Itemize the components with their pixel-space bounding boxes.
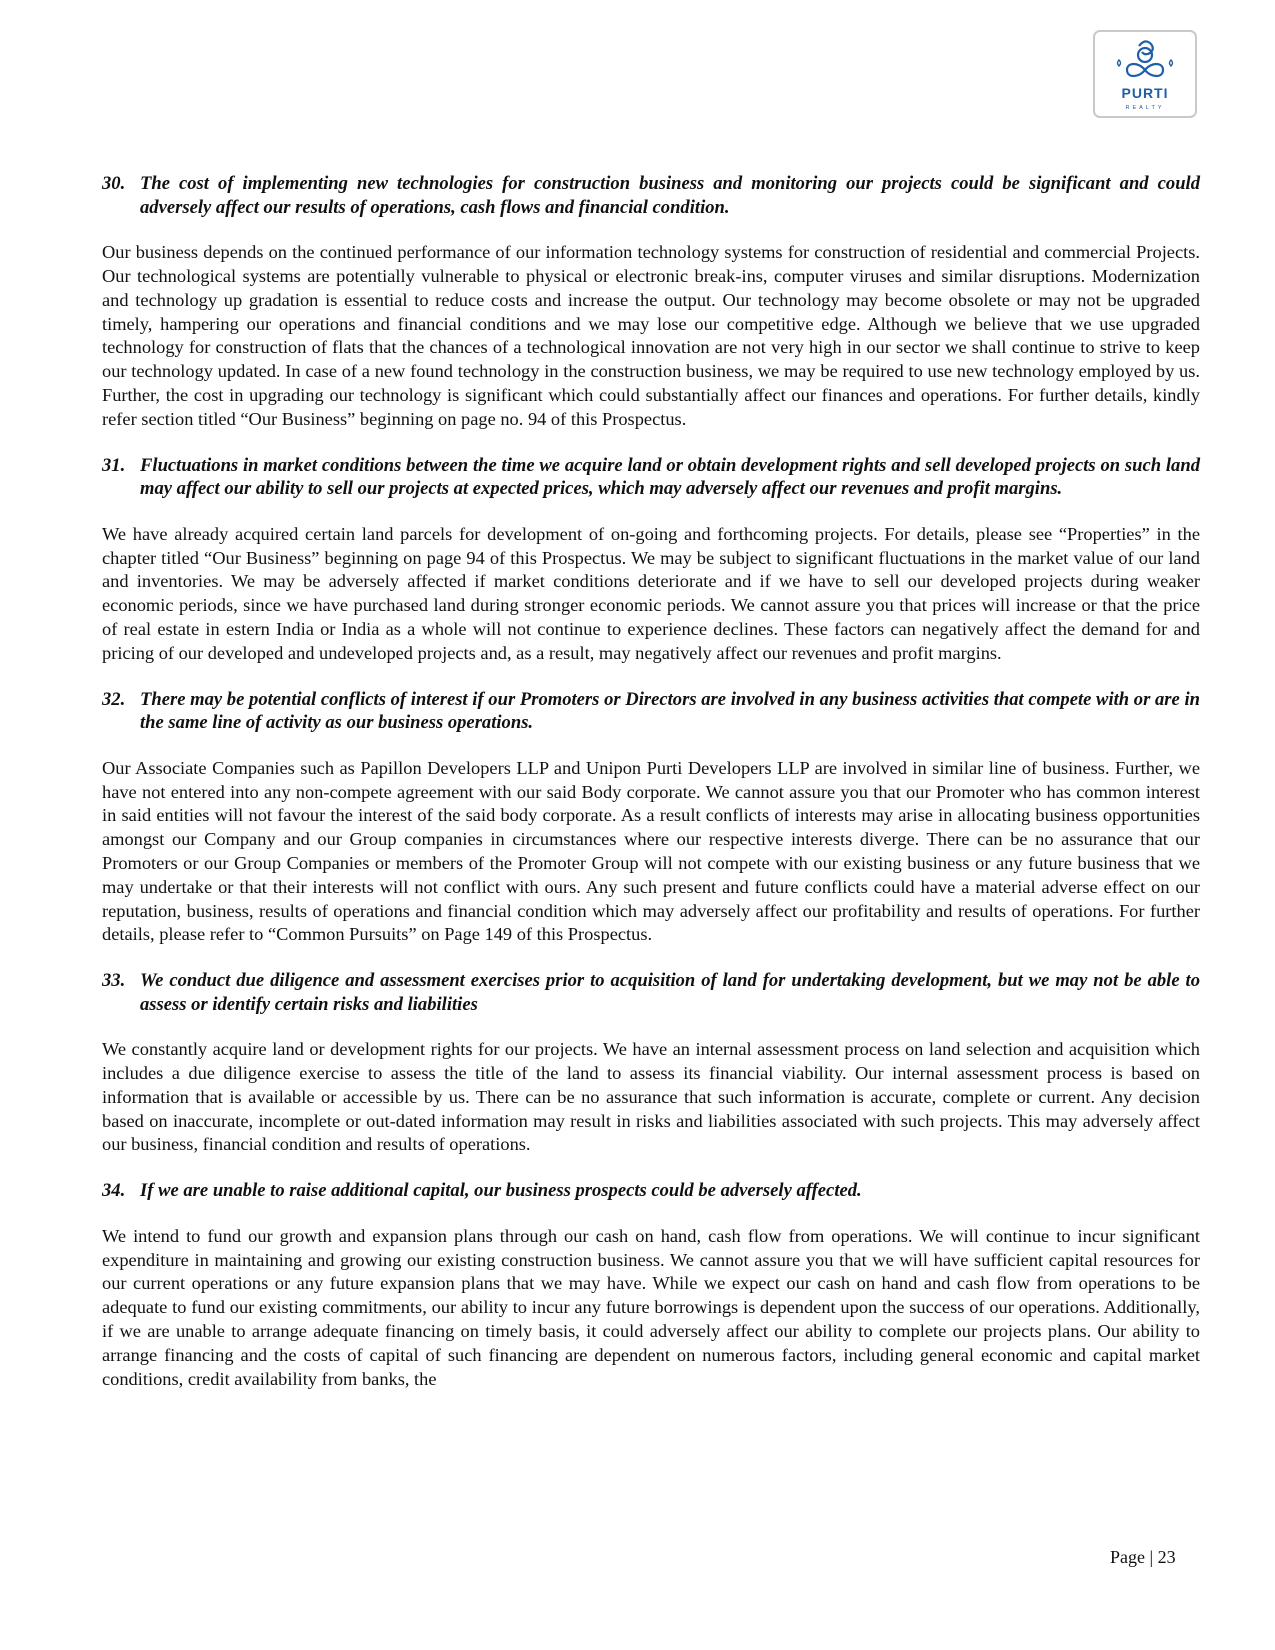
risk-body-text: We constantly acquire land or development rights for our projects. We have an internal assessment process on land selection and acquisition which includes a due diligence exercise to assess the title of the land to assess its financial viability. Our internal assessment process is based on information that is available or accessible by us. There can be no assurance that such information is accurate, complete or current. Any decision based on inaccurate, incomplete or out-dated information may result in risks and liabilities associated with such projects. This may adversely affect our business, financial condition and results of operations. xyxy=(102,1039,1200,1155)
document-body xyxy=(102,172,1200,1413)
risk-heading-text: If we are unable to raise additional capital, our business prospects could be adversely affected. xyxy=(140,1180,862,1202)
risk-factor-32 xyxy=(102,688,1200,948)
risk-body-text: Our Associate Companies such as Papillon Developers LLP and Unipon Purti Developers LLP are involved in similar line of business. Further, we have not entered into any non-compete agreement with our said Body corporate. We cannot assure you that our Promoter who has common interest in said entities will not favour the interest of the said body corporate. As a result conflicts of interests may arise in allocating business opportunities amongst our Company and our Group companies in circumstances where our respective interests diverge. There can be no assurance that our Promoters or our Group Companies or members of the Promoter Group will not compete with our existing business or any future business that we may undertake or that their interests will not conflict with ours. Any such present and future conflicts could have a material adverse effect on our reputation, business, results of operations and financial condition which may adversely affect our profitability and results of operations. For further details, please refer to “Common Pursuits” on Page 149 of this Prospectus. xyxy=(102,757,1200,945)
risk-heading xyxy=(102,1179,1200,1203)
logo-sub-text: REALTY xyxy=(1125,105,1165,111)
risk-factor-30 xyxy=(102,172,1200,432)
risk-number: 31. xyxy=(102,454,126,476)
risk-body-text: We have already acquired certain land parcels for development of on-going and forthcoming projects. For details, please see “Properties” in the chapter titled “Our Business” beginning on page 94 of this Prospectus. We may be subject to significant fluctuations in the market value of our land and inventories. We may be adversely affected if market conditions deteriorate and if we have to sell our developed projects during weaker economic periods, since we have purchased land during stronger economic periods. We cannot assure you that prices will increase or that the price of real estate in estern India or India as a whole will not continue to experience declines. These factors can negatively affect the demand for and pricing of our developed and undeveloped projects and, as a result, may negatively affect our revenues and profit margins. xyxy=(102,523,1200,663)
risk-number: 34. xyxy=(102,1180,126,1202)
risk-body-text: Our business depends on the continued performance of our information technology systems for construction of residential and commercial Projects. Our technological systems are potentially vulnerable to physical or electronic break-ins, computer viruses and similar disruptions. Modernization and technology up gradation is essential to reduce costs and increase the output. Our technology may become obsolete or may not be upgraded timely, hampering our operations and financial conditions and we may lose our competitive edge. Although we believe that we use upgraded technology for construction of flats that the chances of a technological innovation are not very high in our sector we shall continue to strive to keep our technology updated. In case of a new found technology in the construction business, we may be required to use new technology employed by us. Further, the cost in upgrading our technology is significant which could substantially affect our finances and operations. For further details, kindly refer section titled “Our Business” beginning on page no. 94 of this Prospectus. xyxy=(102,242,1200,429)
risk-heading-text: We conduct due diligence and assessment exercises prior to acquisition of land for undertaking development, but we may not be able to assess or identify certain risks and liabilities xyxy=(140,970,1200,1015)
risk-number: 32. xyxy=(102,688,126,710)
risk-heading-text: Fluctuations in market conditions between the time we acquire land or obtain development rights and sell developed projects on such land may affect our ability to sell our projects at expected prices, which may adversely affect our revenues and profit margins. xyxy=(140,454,1200,500)
risk-number: 33. xyxy=(102,970,126,992)
risk-factor-33 xyxy=(102,969,1200,1157)
risk-heading-text: The cost of implementing new technologies for construction business and monitoring our projects could be significant and could adversely affect our results of operations, cash flows and financial condition. xyxy=(140,173,1200,218)
risk-body-text: We intend to fund our growth and expansion plans through our cash on hand, cash flow from operations. We will continue to incur significant expenditure in maintaining and growing our existing construction business. We cannot assure you that we will have sufficient capital resources for our current operations or any future expansion plans that we may have. While we expect our cash on hand and cash flow from operations to be adequate to fund our existing commitments, our ability to incur any future borrowings is dependent upon the success of our operations. Additionally, if we are unable to arrange adequate financing on timely basis, it could adversely affect our ability to complete our projects plans. Our ability to arrange financing and the costs of capital of such financing are dependent on numerous factors, including general economic and capital market conditions, credit availability from banks, the xyxy=(102,1225,1200,1389)
company-logo xyxy=(1093,30,1197,118)
risk-heading xyxy=(102,172,1200,219)
risk-number: 30. xyxy=(102,173,126,194)
risk-factor-34 xyxy=(102,1179,1200,1391)
risk-factor-31 xyxy=(102,454,1200,666)
risk-heading xyxy=(102,969,1200,1016)
risk-heading-text: There may be potential conflicts of interest if our Promoters or Directors are involved in any business activities that compete with or are in the same line of activity as our business operations. xyxy=(140,688,1200,734)
page-number: Page | 23 xyxy=(1110,1547,1176,1567)
risk-heading xyxy=(102,688,1200,735)
purti-logo-icon xyxy=(1095,32,1195,116)
risk-heading xyxy=(102,454,1200,501)
logo-brand-text: PURTI xyxy=(1121,85,1169,101)
